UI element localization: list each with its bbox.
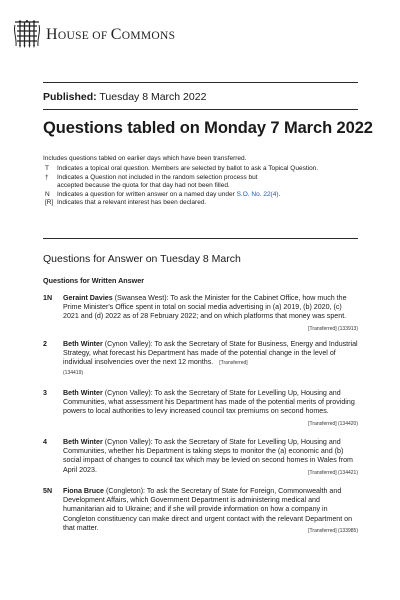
- legend-text: Indicates a Question not included in the random selection process but: [57, 173, 258, 181]
- divider-under-legend: [43, 238, 358, 239]
- legend-symbol: T: [45, 165, 49, 172]
- question-text: To ask the Secretary of State for Foreign, Commonwealth and Development Affairs, which Government Department is administering medical and humanitarian aid to Ukraine; and if she will provide information on how a company in Congleton constituency can make direct and urgent contact with the relevant Department on that matter.: [63, 487, 353, 532]
- member-name: Geraint Davies: [63, 294, 113, 302]
- published-date: Tuesday 8 March 2022: [99, 91, 207, 103]
- divider-under-published: [43, 109, 358, 110]
- member-constituency: (Congleton):: [105, 487, 146, 495]
- legend-text: Indicates a question for written answer on a named day under S.O. No. 22(4).: [57, 190, 281, 198]
- legend-item: [43, 191, 353, 200]
- question-body: [63, 487, 358, 536]
- question-body: [63, 389, 358, 429]
- member-name: Beth Winter: [63, 389, 103, 397]
- standing-order-link[interactable]: S.O. No. 22(4): [236, 190, 279, 198]
- member-constituency: (Cynon Valley):: [104, 389, 153, 397]
- question-item: [43, 438, 358, 478]
- question-body: [63, 294, 358, 334]
- published-label: Published:: [43, 91, 97, 103]
- question-reference: [Transferred] (133985): [308, 527, 358, 534]
- symbols-legend: [43, 165, 353, 208]
- legend-symbol: †: [45, 173, 49, 181]
- house-of-commons-wordmark: HOUSE OF COMMONS: [46, 26, 176, 43]
- page-title: Questions tabled on Monday 7 March 2022: [43, 119, 373, 137]
- legend-text: Indicates a topical oral question. Members are selected by ballot to ask a Topical Question.: [57, 165, 319, 172]
- portcullis-logo-icon: [14, 20, 40, 50]
- legend-item: [43, 199, 353, 208]
- question-number: 1N: [43, 294, 53, 302]
- question-item: [43, 294, 358, 334]
- legend-item: [43, 165, 353, 174]
- question-item: [43, 389, 358, 429]
- question-number: 3: [43, 389, 47, 397]
- member-constituency: (Swansea West):: [114, 294, 169, 302]
- divider-top: [43, 82, 358, 83]
- question-number: 5N: [43, 487, 53, 495]
- legend-item: [43, 174, 353, 183]
- subsection-heading: Questions for Written Answer: [43, 276, 145, 285]
- question-item: [43, 340, 358, 377]
- question-text: To ask the Minister for the Cabinet Office, how much the Prime Minister's Office spent in total on social media advertising in (a) 2019, (b) 2020, (c) 2021 and (d) 2022 as of 28 February 2022; and on which platforms that money was spent.: [63, 294, 347, 321]
- question-reference: [Transferred] (133913): [308, 325, 358, 332]
- member-name: Beth Winter: [63, 438, 103, 446]
- legend-symbol: [R]: [45, 199, 54, 207]
- intro-note: Includes questions tabled on earlier days which have been transferred.: [43, 155, 247, 162]
- question-reference: [Transferred] (134420): [308, 420, 358, 427]
- question-reference-id: (134419): [63, 369, 84, 376]
- legend-symbol: N: [45, 190, 50, 198]
- page-header: [14, 18, 175, 52]
- question-body: [63, 438, 358, 478]
- question-item: [43, 487, 358, 536]
- question-text: To ask the Secretary of State for Levelling Up, Housing and Communities, whether his Department is taking steps to monitor the (a) economic and (b) social impact of changes to council tax which may be levied on second homes in Wales from April 2023.: [63, 438, 353, 474]
- member-constituency: (Cynon Valley):: [104, 438, 153, 446]
- question-number: 4: [43, 438, 47, 446]
- member-name: Fiona Bruce: [63, 487, 104, 495]
- published-line: [43, 91, 206, 103]
- question-reference: [Transferred] (134421): [308, 469, 358, 476]
- legend-item: [43, 182, 353, 191]
- section-heading: Questions for Answer on Tuesday 8 March: [43, 253, 241, 265]
- member-constituency: (Cynon Valley):: [104, 340, 153, 348]
- question-body: [63, 340, 358, 377]
- legend-symbol: [43, 182, 57, 191]
- question-text: To ask the Secretary of State for Levelling Up, Housing and Communities, what assessment his Department has made of the potential merits of providing powers to local authorities to levy increased council tax premiums on second homes.: [63, 389, 355, 416]
- question-text: To ask the Secretary of State for Business, Energy and Industrial Strategy, what forecast his Department has made of the potential change in the level of individual insolvencies over the next 12 months.: [63, 340, 358, 367]
- legend-text: Indicates that a relevant interest has been declared.: [57, 199, 207, 207]
- member-name: Beth Winter: [63, 340, 103, 348]
- question-number: 2: [43, 340, 47, 348]
- legend-text: accepted because the quota for that day had not been filled.: [57, 182, 230, 190]
- question-reference-label: [Transferred]: [219, 360, 248, 367]
